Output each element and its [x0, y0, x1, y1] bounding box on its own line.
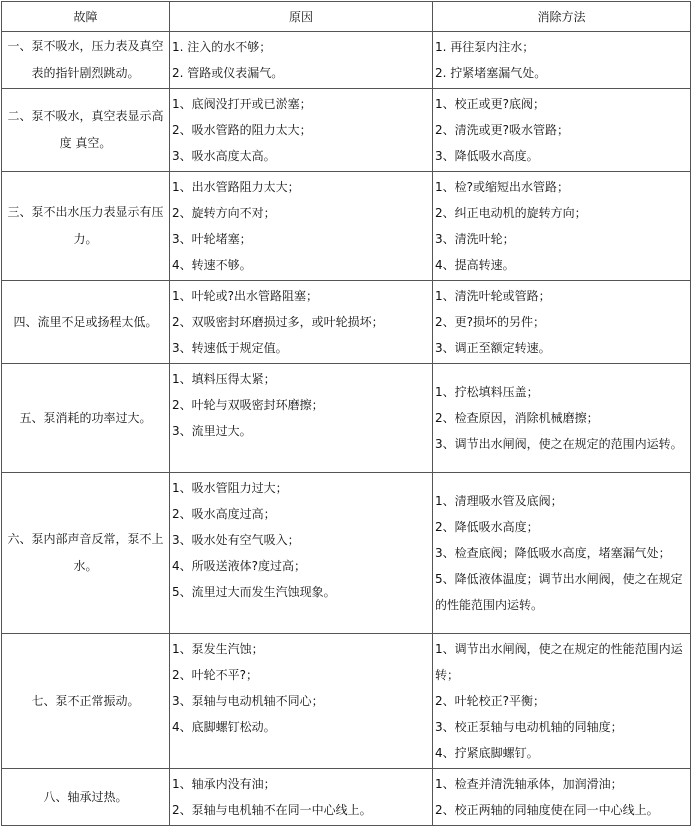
table-row — [2, 172, 691, 281]
remedy-item: 2、降低吸水高度； — [435, 520, 539, 534]
remedy-cell — [433, 769, 691, 826]
cause-item: 1、出水管路阻力太大； — [172, 180, 300, 194]
cause-item: 4、转速不够。 — [172, 258, 252, 272]
cause-item: 3、吸水处有空气吸入； — [172, 533, 300, 547]
cause-item: 5、流里过大而发生汽蚀现象。 — [172, 585, 336, 599]
cause-item: 2、旋转方向不对； — [172, 206, 276, 220]
header-remedy: 消除方法 — [433, 2, 691, 32]
remedy-cell — [433, 89, 691, 172]
remedy-item: 4、拧紧底脚螺钉。 — [435, 746, 539, 760]
cause-cell — [170, 364, 433, 473]
cause-cell — [170, 32, 433, 89]
cause-item: 3、转速低于规定值。 — [172, 341, 288, 355]
remedy-item: 3、清洗叶轮； — [435, 232, 515, 246]
table-row — [2, 89, 691, 172]
remedy-item: 1、清理吸水管及底阀； — [435, 494, 563, 508]
remedy-item: 5、降低液体温度；调节出水闸阀，使之在规定的性能范围内运转。 — [435, 572, 683, 612]
cause-item: 2、吸水管路的阻力太大； — [172, 123, 312, 137]
cause-cell — [170, 281, 433, 364]
remedy-item: 2、更?损坏的另件； — [435, 315, 546, 329]
remedy-item: 1、调节出水闸阀，使之在规定的性能范围内运转； — [435, 642, 683, 682]
remedy-item: 3、校正泵轴与电动机轴的同轴度； — [435, 720, 623, 734]
cause-item: 4、所吸送液体?度过高； — [172, 559, 307, 573]
fault-cell: 七、泵不正常振动。 — [2, 634, 170, 769]
fault-cell: 八、轴承过热。 — [2, 769, 170, 826]
cause-item: 2、双吸密封环磨损过多，或叶轮损坏； — [172, 315, 384, 329]
remedy-cell — [433, 634, 691, 769]
cause-cell — [170, 634, 433, 769]
cause-item: 2、叶轮与双吸密封环磨擦； — [172, 398, 324, 412]
remedy-item: 1、检?或缩短出水管路； — [435, 180, 570, 194]
remedy-item: 2、校正两轴的同轴度使在同一中心线上。 — [435, 803, 659, 817]
cause-item: 1、泵发生汽蚀； — [172, 642, 264, 656]
cause-item: 2. 管路或仪表漏气。 — [172, 66, 284, 80]
fault-cell: 三、泵不出水压力表显示有压力。 — [2, 172, 170, 281]
cause-item: 1、叶轮或?出水管路阻塞； — [172, 289, 319, 303]
remedy-item: 2、检查原因，消除机械磨擦； — [435, 411, 599, 425]
cause-item: 2、泵轴与电机轴不在同一中心线上。 — [172, 803, 372, 817]
cause-spacer — [172, 444, 430, 470]
cause-item: 1. 注入的水不够； — [172, 40, 272, 54]
fault-cell: 一、泵不吸水，压力表及真空表的指针剧烈跳动。 — [2, 32, 170, 89]
cause-cell — [170, 473, 433, 634]
remedy-cell — [433, 281, 691, 364]
cause-item: 3、流里过大。 — [172, 424, 252, 438]
cause-item: 1、底阀没打开或已淤塞； — [172, 97, 312, 111]
fault-cell: 四、流里不足或扬程太低。 — [2, 281, 170, 364]
table-row — [2, 769, 691, 826]
table-row — [2, 281, 691, 364]
remedy-item: 1. 再往泵内注水； — [435, 40, 535, 54]
fault-cell: 二、泵不吸水，真空表显示高度 真空。 — [2, 89, 170, 172]
cause-cell — [170, 769, 433, 826]
remedy-item: 2. 拧紧堵塞漏气处。 — [435, 66, 547, 80]
remedy-item: 1、拧松填料压盖； — [435, 385, 539, 399]
cause-item: 2、叶轮不平?； — [172, 668, 259, 682]
remedy-item: 3、调节出水闸阀，使之在规定的范围内运转。 — [435, 437, 683, 451]
remedy-cell — [433, 364, 691, 473]
table-row — [2, 32, 691, 89]
cause-item: 3、吸水高度太高。 — [172, 149, 276, 163]
cause-spacer — [172, 740, 430, 766]
table-row — [2, 634, 691, 769]
cause-spacer — [172, 605, 430, 631]
table-row — [2, 364, 691, 473]
header-fault: 故障 — [2, 2, 170, 32]
fault-cell: 五、泵消耗的功率过大。 — [2, 364, 170, 473]
fault-cell: 六、泵内部声音反常，泵不上水。 — [2, 473, 170, 634]
remedy-item: 3、降低吸水高度。 — [435, 149, 539, 163]
remedy-item: 1、清洗叶轮或管路； — [435, 289, 551, 303]
remedy-item: 4、提高转速。 — [435, 258, 515, 272]
remedy-item: 2、叶轮校正?平衡； — [435, 694, 546, 708]
table-row — [2, 473, 691, 634]
remedy-item: 1、检查并清洗轴承体，加润滑油； — [435, 777, 623, 791]
header-row — [2, 2, 691, 32]
cause-item: 1、轴承内没有油； — [172, 777, 276, 791]
remedy-item: 1、校正或更?底阀； — [435, 97, 546, 111]
cause-item: 3、叶轮堵塞； — [172, 232, 252, 246]
cause-item: 4、底脚螺钉松动。 — [172, 720, 276, 734]
remedy-cell — [433, 32, 691, 89]
cause-cell — [170, 89, 433, 172]
cause-item: 3、泵轴与电动机轴不同心； — [172, 694, 324, 708]
remedy-cell — [433, 473, 691, 634]
cause-item: 1、吸水管阻力过大； — [172, 481, 288, 495]
header-cause: 原因 — [170, 2, 433, 32]
cause-cell — [170, 172, 433, 281]
pump-fault-table — [1, 1, 691, 826]
remedy-cell — [433, 172, 691, 281]
remedy-item: 2、清洗或更?吸水管路； — [435, 123, 570, 137]
cause-item: 1、填料压得太紧； — [172, 372, 276, 386]
remedy-item: 3、检查底阀；降低吸水高度，堵塞漏气处； — [435, 546, 671, 560]
cause-item: 2、吸水高度过高； — [172, 507, 276, 521]
remedy-item: 2、纠正电动机的旋转方向； — [435, 206, 587, 220]
remedy-item: 3、调正至额定转速。 — [435, 341, 551, 355]
